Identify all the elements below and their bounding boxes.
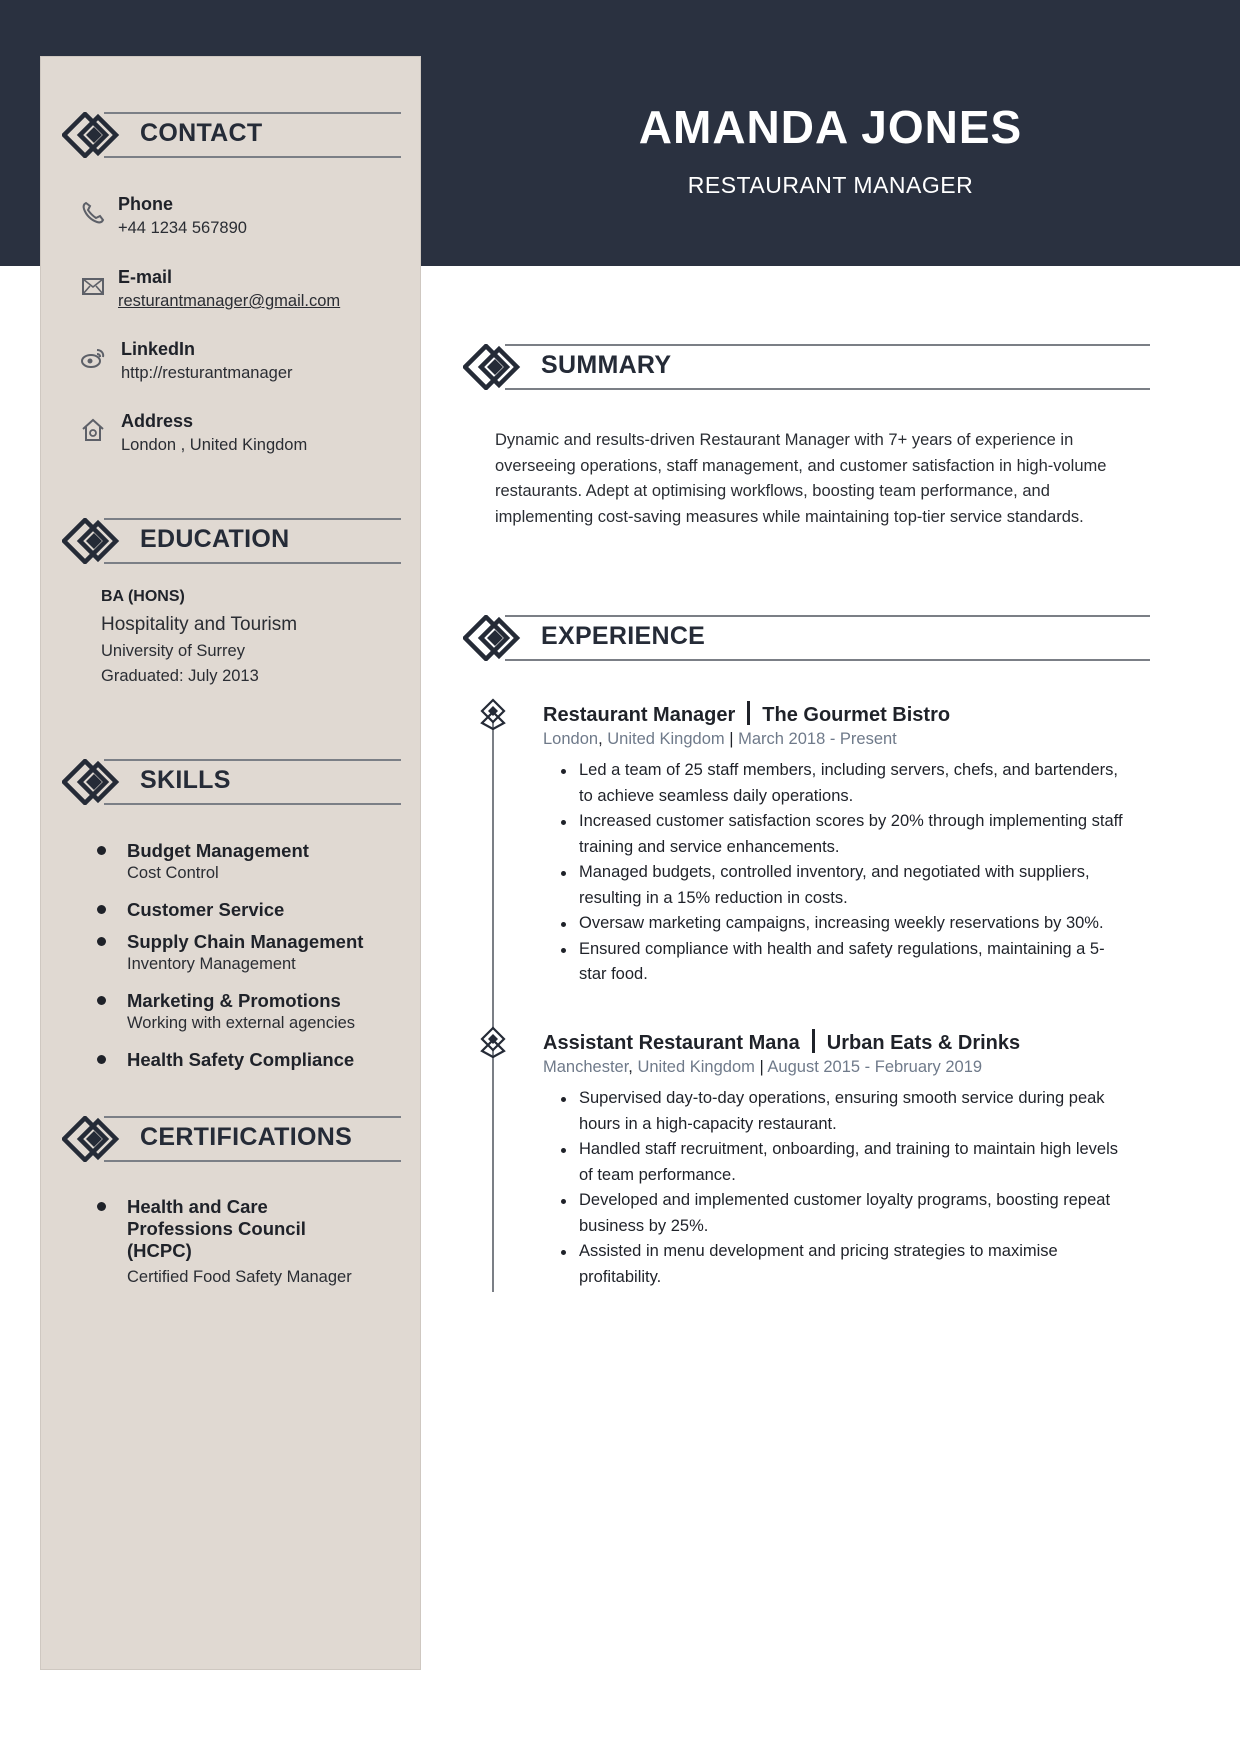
linkedin-link[interactable]: http://resturantmanager [121, 364, 293, 382]
candidate-name: AMANDA JONES [638, 101, 1023, 153]
bullet-dot [97, 905, 106, 914]
job-country: United Kingdom [637, 1058, 755, 1076]
bullet-dot [97, 1055, 106, 1064]
education-entry [101, 588, 411, 692]
skill-title: Health Safety Compliance [127, 1049, 355, 1070]
skill-title: Marketing & Promotions [127, 990, 341, 1011]
job-bullets [561, 758, 1123, 988]
section-title: EXPERIENCE [541, 622, 706, 650]
experience-entry [543, 1029, 1133, 1299]
skill-item [97, 840, 417, 886]
job-city: London [543, 730, 599, 748]
home-icon [80, 417, 106, 443]
diamond-icon [62, 759, 122, 805]
contact-phone [80, 194, 410, 238]
skill-sub: Cost Control [127, 864, 219, 882]
email-link[interactable]: resturantmanager@gmail.com [118, 292, 341, 310]
certification-sub: Certified Food Safety Manager [127, 1268, 352, 1286]
bullet-dot [97, 846, 106, 855]
phone-icon [80, 200, 106, 226]
job-title: Restaurant Manager [543, 704, 736, 726]
section-title: EDUCATION [140, 525, 290, 553]
job-bullet: Assisted in menu development and pricing strategies to maximise profitability. [561, 1239, 1123, 1290]
diamond-icon [463, 615, 523, 661]
skill-item [97, 990, 417, 1036]
skill-item [97, 1049, 417, 1073]
job-city: Manchester [543, 1058, 629, 1076]
skill-sub: Inventory Management [127, 955, 296, 973]
skill-title: Supply Chain Management [127, 931, 364, 952]
contact-address [80, 411, 410, 455]
graduation-date: Graduated: July 2013 [101, 667, 259, 685]
title-separator [747, 701, 750, 725]
mail-icon [80, 273, 106, 299]
company-name: Urban Eats & Drinks [826, 1032, 1021, 1054]
degree: BA (HONS) [101, 588, 185, 605]
job-dates: August 2015 - February 2019 [767, 1058, 983, 1076]
field-of-study: Hospitality and Tourism [101, 614, 298, 635]
linkedin-label: LinkedIn [121, 339, 196, 359]
bullet-dot [97, 996, 106, 1005]
job-bullet: Oversaw marketing campaigns, increasing weekly reservations by 30%. [561, 911, 1123, 937]
section-title: CONTACT [140, 119, 263, 147]
experience-entry [543, 701, 1133, 991]
email-label: E-mail [118, 267, 173, 287]
certification-title: Health and Care Professions Council (HCPC) [127, 1196, 306, 1261]
certification-item [97, 1196, 417, 1288]
job-dates: March 2018 - Present [738, 730, 897, 748]
skills-heading [62, 759, 401, 805]
candidate-role: RESTAURANT MANAGER [687, 172, 974, 198]
job-meta: London, United Kingdom | March 2018 - Present [543, 730, 897, 748]
experience-heading [463, 615, 1150, 661]
certifications-heading [62, 1116, 401, 1162]
job-bullet: Ensured compliance with health and safety regulations, maintaining a 5-star food. [561, 937, 1123, 988]
timeline-line [492, 712, 494, 1292]
education-heading [62, 518, 401, 564]
address-label: Address [121, 411, 194, 431]
contact-email [80, 267, 410, 311]
summary-heading [463, 344, 1150, 390]
company-name: The Gourmet Bistro [762, 704, 951, 726]
diamond-icon [463, 344, 523, 390]
title-separator [812, 1029, 815, 1053]
phone-label: Phone [118, 194, 174, 214]
phone-value[interactable]: +44 1234 567890 [118, 219, 247, 237]
university: University of Surrey [101, 642, 245, 660]
bullet-dot [97, 1202, 106, 1211]
skill-sub: Working with external agencies [127, 1014, 356, 1032]
summary-text: Dynamic and results-driven Restaurant Manager with 7+ years of experience in overseeing operations, staff management, and customer satisfaction in high-volume restaurants. Adept at optimising workflows, boosting team performance, and implementing cost-saving measures while maintaining top-tier service standards. [495, 431, 1107, 526]
diamond-icon [62, 518, 122, 564]
job-bullet: Managed budgets, controlled inventory, and negotiated with suppliers, resulting in a 15% reduction in costs. [561, 860, 1123, 911]
section-title: SKILLS [140, 766, 231, 794]
weibo-icon [80, 345, 106, 371]
timeline-diamond-icon [480, 698, 506, 730]
section-title: SUMMARY [541, 351, 672, 379]
diamond-icon [62, 112, 122, 158]
diamond-icon [62, 1116, 122, 1162]
skill-item [97, 931, 417, 977]
skill-title: Budget Management [127, 840, 309, 861]
section-title: CERTIFICATIONS [140, 1123, 353, 1151]
skill-title: Customer Service [127, 899, 285, 920]
job-bullet: Developed and implemented customer loyalty programs, boosting repeat business by 25%. [561, 1188, 1123, 1239]
job-title-row [543, 701, 950, 727]
job-title: Assistant Restaurant Mana [543, 1032, 800, 1054]
address-value: London , United Kingdom [121, 436, 308, 454]
job-bullet: Handled staff recruitment, onboarding, and training to maintain high levels of team performance. [561, 1137, 1123, 1188]
job-bullet: Increased customer satisfaction scores by 20% through implementing staff training and service enhancements. [561, 809, 1123, 860]
bullet-dot [97, 937, 106, 946]
contact-linkedin [80, 339, 410, 383]
job-bullet: Led a team of 25 staff members, including servers, chefs, and bartenders, to achieve seamless daily operations. [561, 758, 1123, 809]
timeline-diamond-icon [480, 1026, 506, 1058]
contact-heading [62, 112, 401, 158]
job-country: United Kingdom [607, 730, 725, 748]
job-bullets [561, 1086, 1123, 1290]
skill-item [97, 899, 417, 923]
job-title-row [543, 1029, 1020, 1055]
job-bullet: Supervised day-to-day operations, ensuring smooth service during peak hours in a high-capacity restaurant. [561, 1086, 1123, 1137]
job-meta: Manchester, United Kingdom | August 2015 - February 2019 [543, 1058, 983, 1076]
